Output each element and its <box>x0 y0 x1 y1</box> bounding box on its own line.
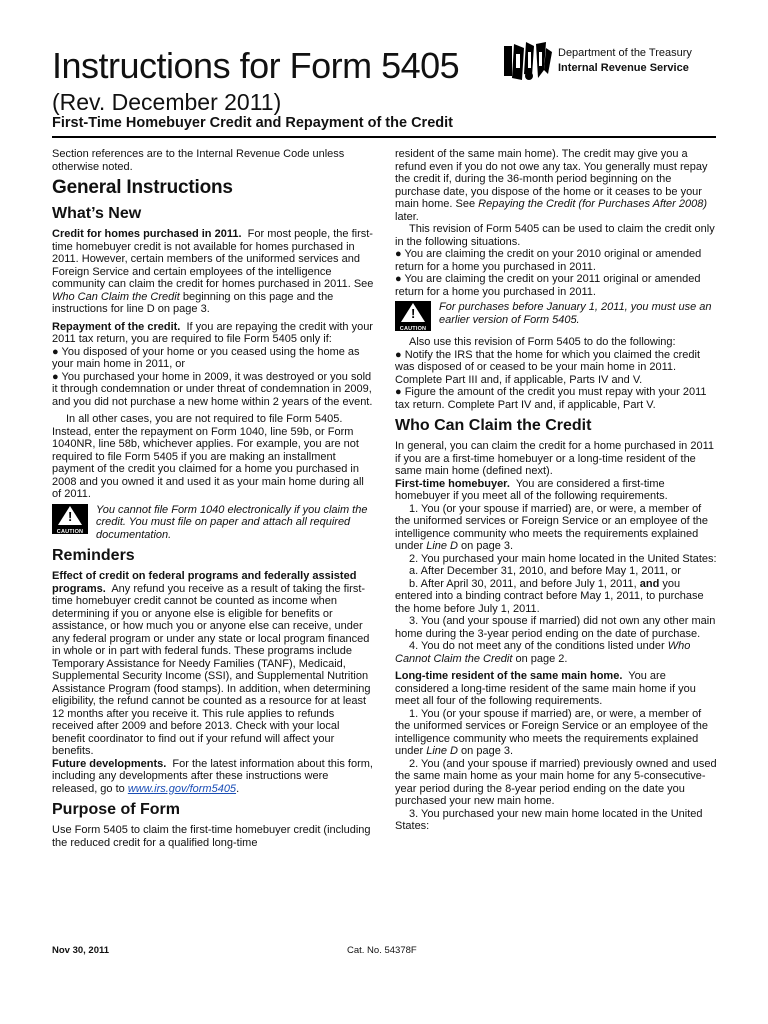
list-item: 1. You (or your spouse if married) are, or were, a member of the uniformed services or Foreign Service or an employee of the intelligence community who meets the requirements explained under Line D on page 3. <box>395 502 709 552</box>
list-item: ● You disposed of your home or you ceased using the home as your main home in 2011, or <box>52 345 360 370</box>
reminders-heading: Reminders <box>52 547 135 564</box>
continuation-paragraph: resident of the same main home). The credit may give you a refund even if you do not owe any tax. You generally must repay the credit if, during the 36-month period beginning on the purchase date, you dispose of the home or it ceases to be your main home. See Repaying the Credit (for Purchases After 2008) later. <box>395 148 708 223</box>
header-rule <box>52 136 716 138</box>
list-item: 3. You (and your spouse if married) did not own any other main home during the 3-year period ending on the date of purchase. <box>395 615 716 640</box>
who-paragraph: In general, you can claim the credit for a home purchased in 2011 if you are a first-time homebuyer or a long-time resident of the same main home (defined next). <box>395 440 714 477</box>
also-paragraph: Also use this revision of Form 5405 to do the following: <box>409 336 676 348</box>
general-instructions-heading: General Instructions <box>52 177 233 198</box>
caution-icon: ! CAUTION <box>52 504 88 534</box>
list-item: ● You are claiming the credit on your 2010 original or amended return for a home you purchased in 2011. <box>395 248 702 273</box>
who-can-claim-heading: Who Can Claim the Credit <box>395 417 592 434</box>
credit-2011-lead: Credit for homes purchased in 2011. <box>52 228 242 240</box>
caution-note <box>52 504 375 542</box>
caution-text: For purchases before January 1, 2011, you must use an earlier version of Form 5405. <box>439 301 712 326</box>
caution-text: You cannot file Form 1040 electronically if you claim the credit. You must file on paper and attach all required documentation. <box>96 503 368 541</box>
effect-paragraph: Effect of credit on federal programs and federally assisted programs. Any refund you receive as a result of taking the first-time homebuyer credit cannot be counted as income when determining if you or anyone else is eligible for benefits or assistance, or how much you or anyone else can receive, under any federal program or under any state or local program financed in whole or in part with federal funds. These programs include Temporary Assistance for Needy Families (TANF), Medicaid, Supplemental Security Income (SSI), and Supplemental Nutrition Assistance Program (food stamps). In addition, when determining eligibility, the refund cannot be counted as a resource for at least 12 months after you receive it. This rule applies to refunds received after 2009 and before 2013. Check with your local benefit coordinator to find out if your refund will affect your benefits. <box>52 570 371 757</box>
page-title: Instructions for Form 5405 <box>52 45 460 86</box>
revision-paragraph: This revision of Form 5405 can be used to claim the credit only in the following situations. <box>395 223 715 248</box>
credit-2011-paragraph: Credit for homes purchased in 2011. For most people, the first-time homebuyer credit is not available for homes purchased in 2011. However, certain members of the uniformed services and Foreign Service and certain employees of the intelligence community can claim the credit for homes purchased in 2011. See Who Can Claim the Credit beginning on this page and the instructions for line D on page 3. <box>52 228 374 315</box>
intro-paragraph: Section references are to the Internal Revenue Code unless otherwise noted. <box>52 148 345 173</box>
first-time-homebuyer-paragraph: First-time homebuyer. You are considered a first-time homebuyer if you meet all of the following requirements. <box>395 477 668 502</box>
list-item: 1. You (or your spouse if married) are, or were, a member of the uniformed services or Foreign Service or an employee of the intelligence community who meets the requirements explained under Line D on page 3. <box>395 707 709 757</box>
repayment-paragraph: Repayment of the credit. If you are repaying the credit with your 2011 tax return, you are required to file Form 5405 only if: <box>52 320 373 345</box>
form5405-link[interactable]: www.irs.gov/form5405 <box>127 782 237 795</box>
department-label: Department of the Treasury <box>558 47 692 59</box>
future-paragraph: Future developments. For the latest information about this form, including any developments after these instructions were released, go to www.irs.gov/form5405. <box>52 757 373 795</box>
catalog-number: Cat. No. 54378F <box>347 945 417 956</box>
list-item: 2. You (and your spouse if married) previously owned and used the same main home as your main home for any 5-consecutive-year period during the 8-year period ending on the date you purchased your new main home. <box>395 757 717 807</box>
agency-label: Internal Revenue Service <box>558 62 689 74</box>
repayment-lead: Repayment of the credit. <box>52 320 181 333</box>
purpose-paragraph: Use Form 5405 to claim the first-time homebuyer credit (including the reduced credit for a qualified long-time <box>52 824 371 849</box>
revision-date: (Rev. December 2011) <box>52 89 282 115</box>
irs-eagle-seal-icon <box>502 40 554 84</box>
list-item: 3. You purchased your new main home located in the United States: <box>395 807 703 832</box>
caution-note <box>395 301 719 331</box>
long-time-resident-paragraph: Long-time resident of the same main home. You are considered a long-time resident of the same main home if you meet all four of the following requirements. <box>395 670 696 707</box>
purpose-heading: Purpose of Form <box>52 801 181 818</box>
list-item: ● Figure the amount of the credit you must repay with your 2011 tax return. Complete Part IV and, if applicable, Part V. <box>395 386 707 411</box>
list-item: ● You purchased your home in 2009, it was destroyed or you sold it through condemnation or under threat of condemnation in 2009, and you did not purchase a new home within 2 years of the event. <box>52 370 373 408</box>
right-column <box>395 148 719 833</box>
list-item: ● Notify the IRS that the home for which you claimed the credit was disposed of or ceased to be your main home in 2011. Complete Part III and, if applicable, Parts IV and V. <box>395 348 701 386</box>
footer-date: Nov 30, 2011 <box>52 945 110 956</box>
whats-new-heading: What’s New <box>52 205 142 222</box>
list-item: b. After April 30, 2011, and before July 1, 2011, and you entered into a binding contract before May 1, 2011, to purchase the home before July 1, 2011. <box>395 577 704 615</box>
page-subtitle: First-Time Homebuyer Credit and Repayment of the Credit <box>52 115 453 131</box>
left-column <box>52 148 375 849</box>
list-item: 4. You do not meet any of the conditions listed under Who Cannot Claim the Credit on page 2. <box>395 640 691 665</box>
caution-icon: ! CAUTION <box>395 301 431 331</box>
list-item: 2. You purchased your main home located in the United States: <box>409 552 717 565</box>
list-item: ● You are claiming the credit on your 2011 original or amended return for a home you purchased in 2011. <box>395 273 701 298</box>
other-cases-paragraph: In all other cases, you are not required to file Form 5405. Instead, enter the repayment on Form 1040, line 59b, or Form 1040NR, line 58b, whichever applies. For example, you are not required to file Form 5405 if you are making an installment payment of the credit you claimed for a home you purchased in 2008 and you owned it and used it as your main home during all of 2011. <box>52 413 364 500</box>
list-item: a. After December 31, 2010, and before May 1, 2011, or <box>409 565 681 577</box>
